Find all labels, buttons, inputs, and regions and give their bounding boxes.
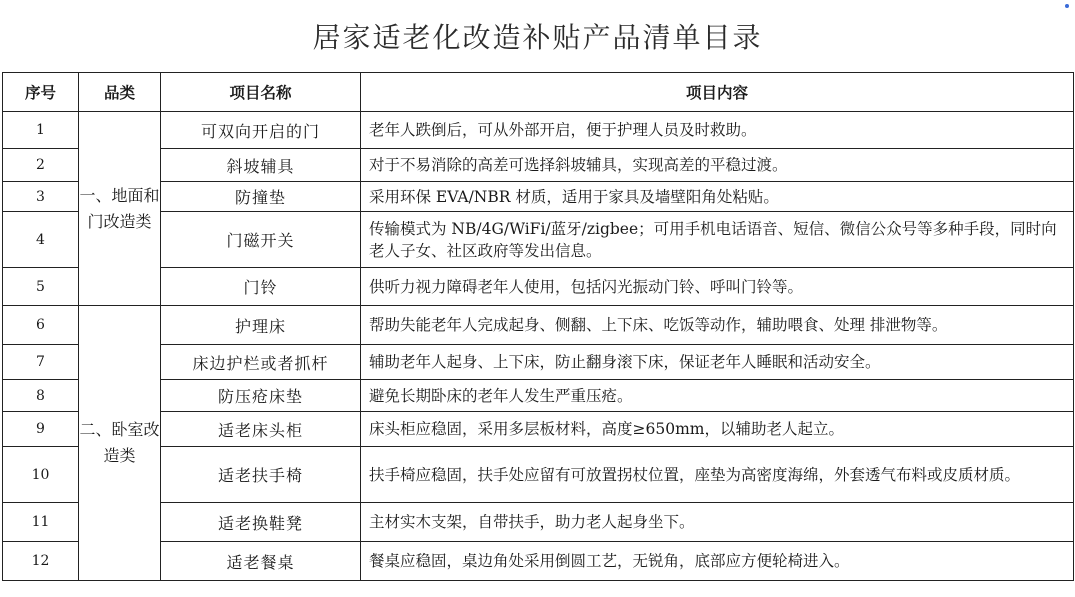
row-content: 对于不易消除的高差可选择斜坡辅具，实现高差的平稳过渡。 (361, 149, 1074, 182)
table-header-row (3, 73, 1074, 112)
product-list-table (2, 72, 1074, 581)
row-no: 9 (3, 412, 79, 447)
row-no: 11 (3, 503, 79, 542)
row-no: 7 (3, 345, 79, 380)
table-row (3, 212, 1074, 268)
row-content: 扶手椅应稳固，扶手处应留有可放置拐杖位置，座垫为高密度海绵，外套透气布料或皮质材质。 (361, 447, 1074, 503)
row-content: 供听力视力障碍老年人使用，包括闪光振动门铃、呼叫门铃等。 (361, 268, 1074, 306)
header-category: 品类 (79, 73, 161, 112)
row-item: 适老餐桌 (161, 542, 361, 581)
header-item: 项目名称 (161, 73, 361, 112)
row-content: 帮助失能老年人完成起身、侧翻、上下床、吃饭等动作，辅助喂食、处理 排泄物等。 (361, 306, 1074, 345)
row-content: 主材实木支架，自带扶手，助力老人起身坐下。 (361, 503, 1074, 542)
row-content: 老年人跌倒后，可从外部开启，便于护理人员及时救助。 (361, 112, 1074, 149)
category-cell: 一、地面和门改造类 (79, 112, 161, 306)
row-no: 3 (3, 182, 79, 212)
table-row (3, 112, 1074, 149)
row-content: 餐桌应稳固，桌边角处采用倒圆工艺，无锐角，底部应方便轮椅进入。 (361, 542, 1074, 581)
table-row (3, 503, 1074, 542)
table-row (3, 447, 1074, 503)
row-no: 2 (3, 149, 79, 182)
table-row (3, 268, 1074, 306)
table-row (3, 542, 1074, 581)
row-item: 适老扶手椅 (161, 447, 361, 503)
document-title: 居家适老化改造补贴产品清单目录 (312, 21, 763, 54)
row-content: 避免长期卧床的老年人发生严重压疮。 (361, 380, 1074, 412)
header-content: 项目内容 (361, 73, 1074, 112)
row-item: 斜坡辅具 (161, 149, 361, 182)
table-row (3, 412, 1074, 447)
row-item: 可双向开启的门 (161, 112, 361, 149)
table-row (3, 182, 1074, 212)
row-content: 床头柜应稳固，采用多层板材料，高度≥650mm，以辅助老人起立。 (361, 412, 1074, 447)
table-row (3, 306, 1074, 345)
row-item: 床边护栏或者抓杆 (161, 345, 361, 380)
row-no: 6 (3, 306, 79, 345)
row-item: 防撞垫 (161, 182, 361, 212)
row-no: 8 (3, 380, 79, 412)
row-item: 门磁开关 (161, 212, 361, 268)
row-item: 防压疮床垫 (161, 380, 361, 412)
row-no: 5 (3, 268, 79, 306)
row-no: 1 (3, 112, 79, 149)
table-row (3, 380, 1074, 412)
row-item: 适老换鞋凳 (161, 503, 361, 542)
table-row (3, 149, 1074, 182)
row-content: 采用环保 EVA/NBR 材质，适用于家具及墙壁阳角处粘贴。 (361, 182, 1074, 212)
table-row (3, 345, 1074, 380)
row-item: 护理床 (161, 306, 361, 345)
row-content: 辅助老年人起身、上下床，防止翻身滚下床，保证老年人睡眠和活动安全。 (361, 345, 1074, 380)
row-no: 10 (3, 447, 79, 503)
row-item: 适老床头柜 (161, 412, 361, 447)
header-no: 序号 (3, 73, 79, 112)
category-cell: 二、卧室改造类 (79, 306, 161, 581)
row-content: 传输模式为 NB/4G/WiFi/蓝牙/zigbee；可用手机电话语音、短信、微信公众号等多种手段，同时向老人子女、社区政府等发出信息。 (361, 212, 1074, 268)
row-no: 12 (3, 542, 79, 581)
row-no: 4 (3, 212, 79, 268)
row-item: 门铃 (161, 268, 361, 306)
corner-dot (1065, 4, 1069, 8)
